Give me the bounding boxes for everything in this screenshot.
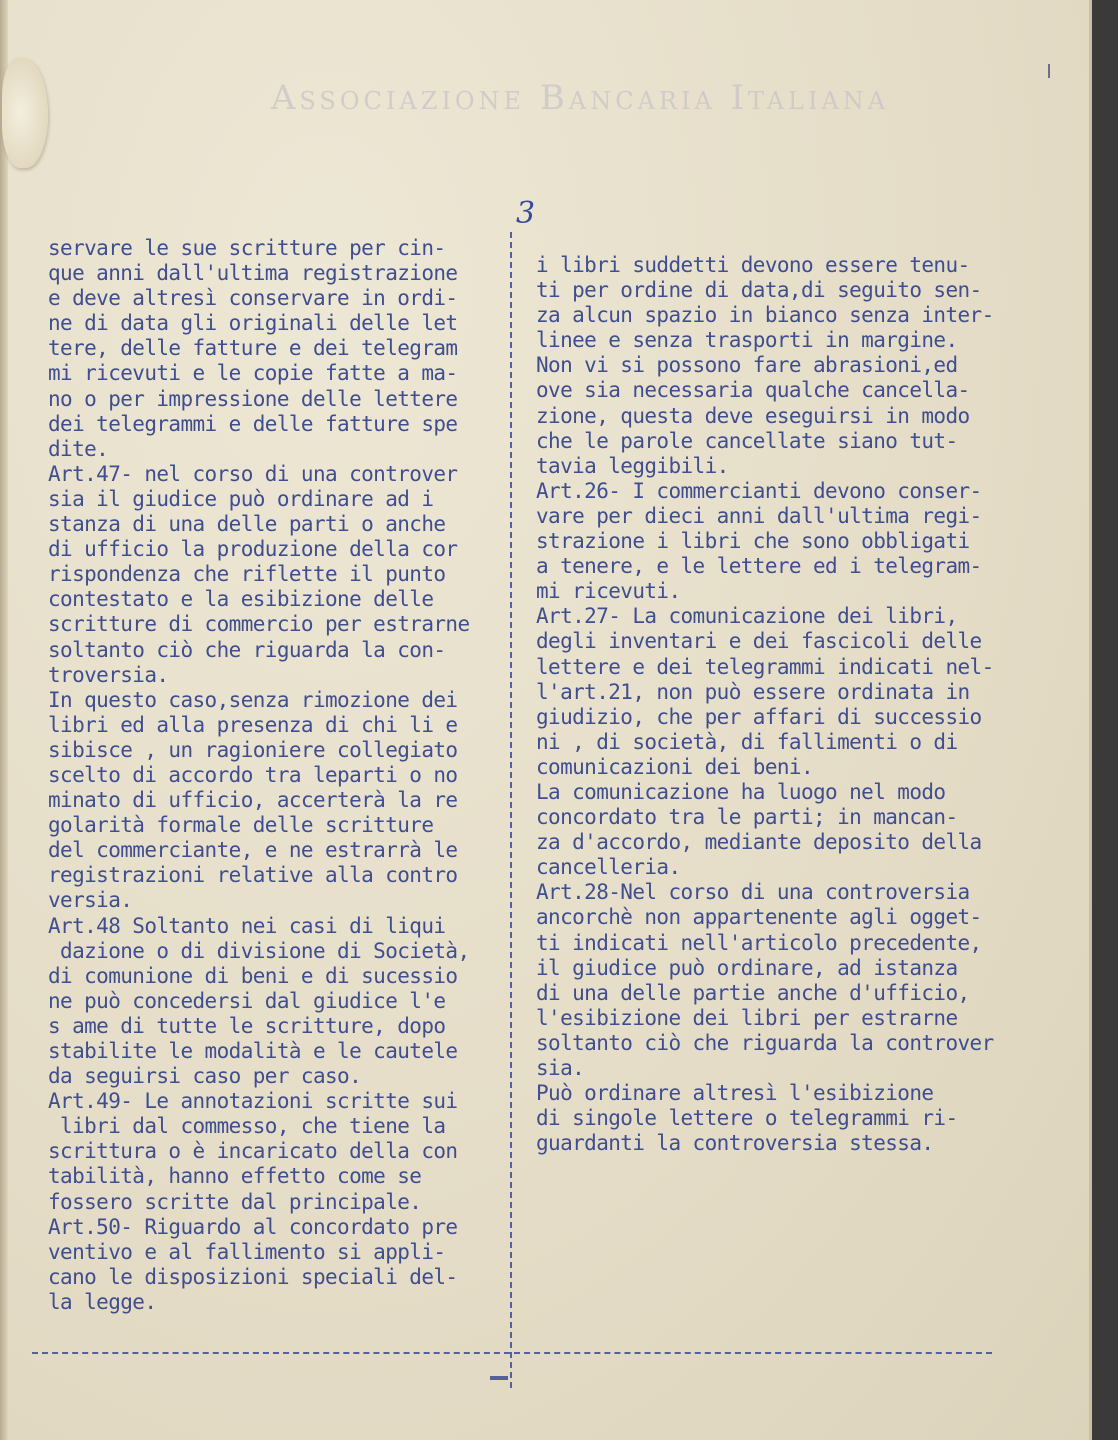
text-line: golarità formale delle scritture xyxy=(48,813,434,838)
text-line: guardanti la controversia stessa. xyxy=(536,1131,934,1156)
text-line: Art.50- Riguardo al concordato pre xyxy=(48,1214,458,1239)
letterhead-watermark xyxy=(150,78,970,132)
text-line: linee e senza trasporti in margine. xyxy=(536,328,958,353)
text-line: di singole lettere o telegrammi ri- xyxy=(536,1106,958,1131)
text-line: versia. xyxy=(48,888,133,913)
text-line: contestato e la esibizione delle xyxy=(48,587,434,612)
text-line: di ufficio la produzione della cor xyxy=(48,537,458,562)
text-line: tavia leggibili. xyxy=(536,453,729,478)
text-line: sia. xyxy=(536,1056,585,1080)
text-line: Può ordinare altresì l'esibizione xyxy=(536,1081,934,1106)
torn-paper-corner xyxy=(2,58,48,168)
left-text-column xyxy=(48,236,508,1315)
text-line: ti per ordine di data,di seguito sen- xyxy=(536,278,982,303)
text-line: za alcun spazio in bianco senza inter- xyxy=(536,303,994,328)
text-line: concordato tra le parti; in mancan- xyxy=(536,805,958,830)
text-line: lettere e dei telegrammi indicati nel- xyxy=(536,654,994,679)
text-line: di una delle partie anche d'ufficio, xyxy=(536,980,970,1005)
text-line: l'art.21, non può essere ordinata in xyxy=(536,679,970,704)
text-line: sibisce , un ragioniere collegiato xyxy=(48,737,458,762)
text-line: cano le disposizioni speciali del- xyxy=(48,1264,458,1289)
text-line: dazione o di divisione di Società, xyxy=(48,938,470,963)
text-line: e deve altresì conservare in ordi- xyxy=(48,286,458,311)
text-line: ove sia necessaria qualche cancella- xyxy=(536,378,970,403)
text-line: da seguirsi caso per caso. xyxy=(48,1064,362,1089)
text-line: dei telegrammi e delle fatture spe xyxy=(48,411,458,436)
text-line: ancorchè non appartenente agli ogget- xyxy=(536,905,982,930)
text-line: dite. xyxy=(48,436,109,461)
text-line: minato di ufficio, accerterà la re xyxy=(48,788,458,813)
text-line: stanza di una delle parti o anche xyxy=(48,512,446,537)
text-line: fossero scritte dal principale. xyxy=(48,1189,422,1214)
right-text-column xyxy=(536,253,1036,1156)
text-line: za d'accordo, mediante deposito della xyxy=(536,830,982,855)
text-line: ni , di società, di fallimenti o di xyxy=(536,729,958,754)
text-line: Art.27- La comunicazione dei libri, xyxy=(536,604,958,629)
text-line: zione, questa deve eseguirsi in modo xyxy=(536,403,970,428)
text-line: tere, delle fatture e dei telegram xyxy=(48,336,458,361)
margin-mark xyxy=(1048,64,1050,78)
text-line: scelto di accordo tra leparti o no xyxy=(48,762,458,787)
text-line: scrittura o è incaricato della con xyxy=(48,1139,458,1164)
text-line: libri ed alla presenza di chi li e xyxy=(48,712,458,737)
text-line: la legge. xyxy=(48,1289,157,1314)
footer-dashed-rule xyxy=(32,1352,992,1354)
text-line: troversia. xyxy=(48,662,169,687)
text-line: tabilità, hanno effetto come se xyxy=(48,1164,422,1189)
text-line: sia il giudice può ordinare ad i xyxy=(48,486,434,511)
text-line: s ame di tutte le scritture, dopo xyxy=(48,1013,446,1038)
text-line: servare le sue scritture per cin- xyxy=(48,236,446,260)
text-line: il giudice può ordinare, ad istanza xyxy=(536,955,958,980)
text-line: Non vi si possono fare abrasioni,ed xyxy=(536,353,958,378)
text-line: Art.26- I commercianti devono conser- xyxy=(536,478,982,503)
text-line: giudizio, che per affari di successio xyxy=(536,704,982,729)
text-line: strazione i libri che sono obbligati xyxy=(536,529,970,554)
text-line: Art.47- nel corso di una controver xyxy=(48,461,458,486)
text-line: no o per impressione delle lettere xyxy=(48,386,458,411)
text-line: a tenere, e le lettere ed i telegram- xyxy=(536,554,982,579)
text-line: Art.48 Soltanto nei casi di liqui xyxy=(48,913,446,938)
text-line: vare per dieci anni dall'ultima regi- xyxy=(536,503,982,528)
text-line: libri dal commesso, che tiene la xyxy=(48,1114,446,1139)
text-line: mi ricevuti e le copie fatte a ma- xyxy=(48,361,458,386)
text-line: In questo caso,senza rimozione dei xyxy=(48,687,458,712)
text-line: Art.49- Le annotazioni scritte sui xyxy=(48,1089,458,1114)
text-line: stabilite le modalità e le cautele xyxy=(48,1039,458,1063)
text-line: mi ricevuti. xyxy=(536,579,681,604)
text-line: que anni dall'ultima registrazione xyxy=(48,261,458,286)
text-line: ti indicati nell'articolo precedente, xyxy=(536,930,982,955)
text-line: i libri suddetti devono essere tenu- xyxy=(536,253,970,277)
text-line: La comunicazione ha luogo nel modo xyxy=(536,779,946,804)
text-line: ne di data gli originali delle let xyxy=(48,311,458,336)
text-line: soltanto ciò che riguarda la controver xyxy=(536,1030,994,1055)
text-line: rispondenza che riflette il punto xyxy=(48,562,446,587)
text-line: ventivo e al fallimento si appli- xyxy=(48,1239,446,1264)
footer-cross-mark xyxy=(490,1376,508,1380)
text-line: comunicazioni dei beni. xyxy=(536,754,813,779)
text-line: di comunione di beni e di sucessio xyxy=(48,963,458,988)
text-line: cancelleria. xyxy=(536,855,681,880)
letterhead-title: Associazione Bancaria Italiana xyxy=(270,78,890,118)
text-line: ne può concedersi dal giudice l'e xyxy=(48,988,446,1013)
text-line: del commerciante, e ne estrarrà le xyxy=(48,838,458,863)
text-line: soltanto ciò che riguarda la con- xyxy=(48,637,446,662)
text-line: l'esibizione dei libri per estrarne xyxy=(536,1005,958,1030)
binding-spine xyxy=(0,0,8,1440)
page-number: 3 xyxy=(516,196,536,231)
text-line: registrazioni relative alla contro xyxy=(48,863,458,888)
column-divider xyxy=(510,232,512,1388)
text-line: che le parole cancellate siano tut- xyxy=(536,428,958,453)
text-line: scritture di commercio per estrarne xyxy=(48,612,470,637)
text-line: degli inventari e dei fascicoli delle xyxy=(536,629,982,654)
text-line: Art.28-Nel corso di una controversia xyxy=(536,880,970,905)
